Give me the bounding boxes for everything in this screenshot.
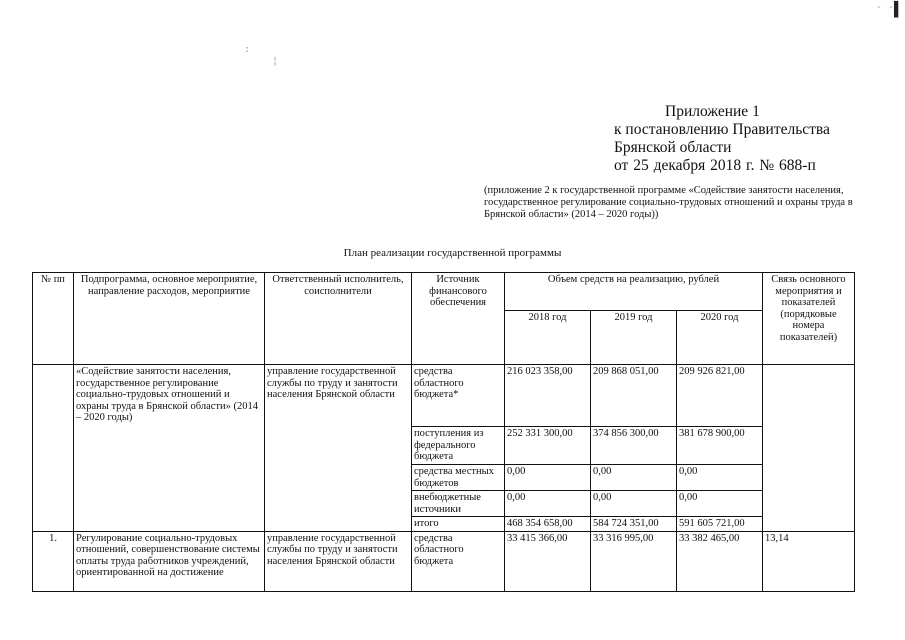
- cell-executor: управление государственной службы по труду и занятости населения Брянской области: [265, 531, 412, 591]
- reference-note: (приложение 2 к государственной программе «Содействие занятости населения, государственное регулирование социально-трудовых отношений и охраны труда в Брянской области» (2014 – 2020 годы)): [484, 185, 853, 220]
- cell-source: средства областного бюджета: [412, 531, 505, 591]
- cell-amount: 374 856 300,00: [591, 427, 677, 465]
- cell-amount: 0,00: [505, 465, 591, 491]
- cell-source: поступления из федерального бюджета: [412, 427, 505, 465]
- appendix-label: Приложение 1: [665, 103, 760, 120]
- cell-amount: 216 023 358,00: [505, 365, 591, 427]
- cell-link: 13,14: [763, 531, 855, 591]
- header-volume: Объем средств на реализацию, рублей: [505, 273, 763, 311]
- table-row: [33, 365, 855, 427]
- cell-executor: управление государственной службы по труду и занятости населения Брянской области: [265, 365, 412, 532]
- approval-block: [614, 103, 874, 175]
- scan-mark: ▌: [894, 2, 903, 18]
- page-title: План реализации государственной программы: [343, 247, 562, 259]
- cell-amount: 0,00: [677, 491, 763, 517]
- cell-amount: 0,00: [677, 465, 763, 491]
- implementation-plan-table: [32, 272, 855, 592]
- cell-amount: 0,00: [505, 491, 591, 517]
- cell-amount: 0,00: [591, 465, 677, 491]
- cell-amount: 33 316 995,00: [591, 531, 677, 591]
- resolution-date-number: от 25 декабря 2018 г. № 688-п: [614, 157, 816, 174]
- header-num: № пп: [33, 273, 74, 365]
- header-program: Подпрограмма, основное мероприятие, направление расходов, мероприятие: [74, 273, 265, 365]
- scan-mark: :: [244, 44, 251, 55]
- table-row: [33, 531, 855, 591]
- cell-amount-total: 584 724 351,00: [591, 517, 677, 532]
- resolution-label: к постановлению Правительства: [614, 121, 830, 138]
- cell-amount: 252 331 300,00: [505, 427, 591, 465]
- cell-amount: 33 382 465,00: [677, 531, 763, 591]
- header-link: Связь основного мероприятия и показателей (порядковые номера показателей): [763, 273, 855, 365]
- table-header-row: [33, 273, 855, 311]
- cell-amount: 0,00: [591, 491, 677, 517]
- cell-amount: 209 868 051,00: [591, 365, 677, 427]
- cell-num: [33, 365, 74, 532]
- header-year: 2018 год: [505, 311, 591, 365]
- cell-amount-total: 591 605 721,00: [677, 517, 763, 532]
- cell-source: средства местных бюджетов: [412, 465, 505, 491]
- scan-mark: ¦: [272, 56, 279, 67]
- cell-source: средства областного бюджета*: [412, 365, 505, 427]
- cell-program: «Содействие занятости населения, государственное регулирование социально-трудовых отношений и охраны труда в Брянской области» (2014 – 2020 годы): [74, 365, 265, 532]
- header-source: Источник финансового обеспечения: [412, 273, 505, 365]
- header-year: 2019 год: [591, 311, 677, 365]
- header-year: 2020 год: [677, 311, 763, 365]
- cell-amount: 209 926 821,00: [677, 365, 763, 427]
- header-executor: Ответственный исполнитель, соисполнители: [265, 273, 412, 365]
- region-label: Брянской области: [614, 139, 732, 156]
- cell-num: 1.: [33, 531, 74, 591]
- cell-source-total: итого: [412, 517, 505, 532]
- cell-program: Регулирование социально-трудовых отношений, совершенствование системы оплаты труда работников учреждений, ориентированной на достижение: [74, 531, 265, 591]
- cell-source: внебюджетные источники: [412, 491, 505, 517]
- cell-amount: 33 415 366,00: [505, 531, 591, 591]
- cell-link: [763, 365, 855, 532]
- cell-amount: 381 678 900,00: [677, 427, 763, 465]
- cell-amount-total: 468 354 658,00: [505, 517, 591, 532]
- scan-mark: - -: [876, 2, 895, 13]
